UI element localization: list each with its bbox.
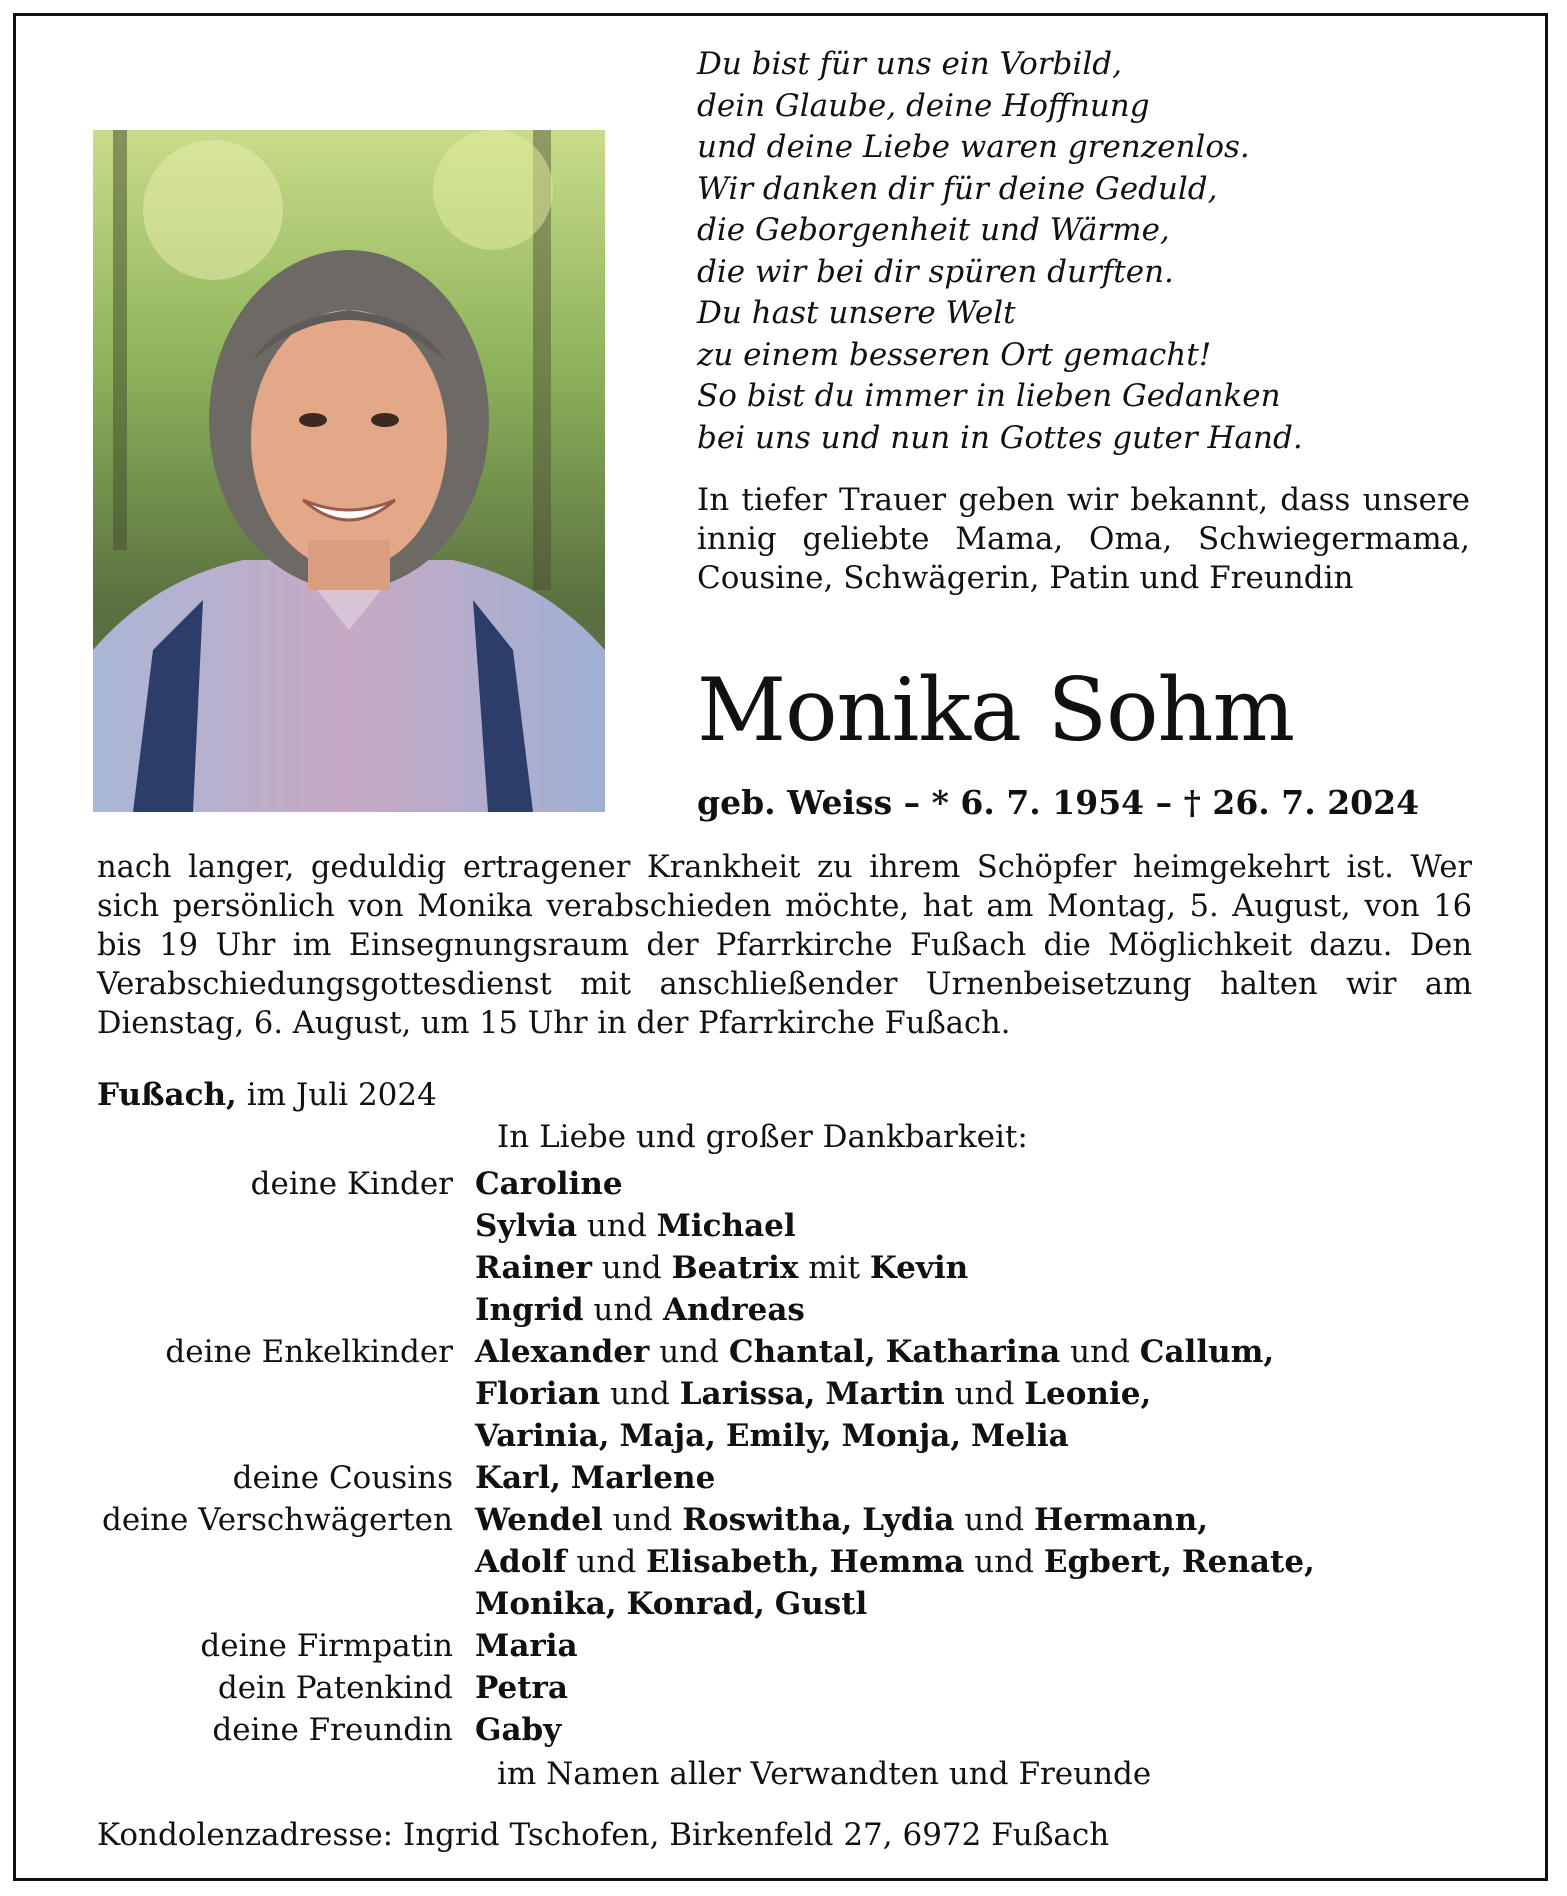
mourner-line: Adolf und Elisabeth, Hemma und Egbert, Renate, [475, 1544, 1315, 1580]
mourner-line: Sylvia und Michael [475, 1208, 796, 1244]
mourner-line: Varinia, Maja, Emily, Monja, Melia [475, 1418, 1069, 1454]
mourner-names [475, 1331, 1500, 1457]
poem-line: die Geborgenheit und Wärme, [697, 212, 1170, 248]
poem-line: die wir bei dir spüren durften. [697, 253, 1174, 290]
funeral-details: nach langer, geduldig ertragener Krankheit zu ihrem Schöpfer heimgekehrt ist. Wer sich persönlich von Monika verabschieden möchte, hat am Montag, 5. August, von 16 bis 19 Uhr im Einsegnungsraum der Pfarrkirche Fußach die Möglichkeit dazu. Den Verabschiedungsgottesdienst mit anschließender Urnenbeisetzung halten wir am Dienstag, 6. August, um 15 Uhr in der Pfarrkirche Fußach. [97, 850, 1472, 1041]
portrait-photo [93, 130, 605, 812]
poem [697, 44, 1517, 459]
mourner-line: Florian und Larissa, Martin und Leonie, [475, 1376, 1152, 1412]
mourners-list [60, 1163, 1500, 1751]
relation-label: deine Cousins [232, 1460, 453, 1496]
mourner-line: Wendel und Roswitha, Lydia und Hermann, [475, 1502, 1209, 1538]
mourner-line: Gaby [475, 1712, 562, 1748]
relation-label: dein Patenkind [217, 1670, 453, 1706]
birth-death-dates: geb. Weiss – * 6. 7. 1954 – † 26. 7. 2024 [697, 783, 1420, 822]
mourner-group [60, 1163, 1500, 1331]
poem-line: Du hast unsere Welt [697, 295, 1016, 331]
poem-line: und deine Liebe waren grenzenlos. [697, 129, 1250, 165]
poem-line: Wir danken dir für deine Geduld, [697, 170, 1218, 207]
mourner-line: Caroline [475, 1166, 623, 1202]
mourner-names [475, 1667, 1500, 1709]
deceased-name: Monika Sohm [697, 659, 1295, 761]
relation-label: deine Enkelkinder [165, 1334, 453, 1370]
poem-line: zu einem besseren Ort gemacht! [697, 336, 1212, 373]
mourner-line: Maria [475, 1628, 578, 1664]
behalf-line: im Namen aller Verwandten und Freunde [497, 1756, 1152, 1792]
mourner-group [60, 1499, 1500, 1625]
mourner-group [60, 1625, 1500, 1667]
mourner-line: Monika, Konrad, Gustl [475, 1586, 868, 1622]
mourner-group [60, 1457, 1500, 1499]
place-date-text: im Juli 2024 [236, 1077, 437, 1113]
relation-label: deine Verschwägerten [101, 1502, 453, 1538]
relation-label: deine Firmpatin [200, 1628, 453, 1664]
mourner-group [60, 1709, 1500, 1751]
mourner-line: Ingrid und Andreas [475, 1292, 805, 1328]
intro-text: In tiefer Trauer geben wir bekannt, dass unsere innig geliebte Mama, Oma, Schwiegermama, Cousine, Schwägerin, Patin und Freundin [697, 482, 1470, 596]
mourner-names [475, 1457, 1500, 1499]
mourner-group [60, 1667, 1500, 1709]
poem-line: Du bist für uns ein Vorbild, [697, 46, 1122, 82]
place-town: Fußach, [97, 1077, 237, 1113]
mourner-names [475, 1709, 1500, 1751]
poem-line: bei uns und nun in Gottes guter Hand. [697, 419, 1303, 456]
mourner-names [475, 1163, 1500, 1331]
mourner-names [475, 1499, 1500, 1625]
place-date [97, 1075, 437, 1115]
relation-label: deine Kinder [250, 1166, 453, 1202]
mourner-line: Rainer und Beatrix mit Kevin [475, 1250, 969, 1286]
condolence-address: Kondolenzadresse: Ingrid Tschofen, Birkenfeld 27, 6972 Fußach [97, 1817, 1110, 1853]
mourner-group [60, 1331, 1500, 1457]
thanks-line: In Liebe und großer Dankbarkeit: [497, 1119, 1028, 1155]
poem-line: dein Glaube, deine Hoffnung [697, 87, 1150, 124]
mourner-line: Alexander und Chantal, Katharina und Callum, [475, 1334, 1275, 1370]
mourner-names [475, 1625, 1500, 1667]
mourner-line: Karl, Marlene [475, 1460, 716, 1496]
relation-label: deine Freundin [212, 1712, 453, 1748]
mourner-line: Petra [475, 1670, 568, 1706]
poem-line: So bist du immer in lieben Gedanken [697, 378, 1281, 414]
